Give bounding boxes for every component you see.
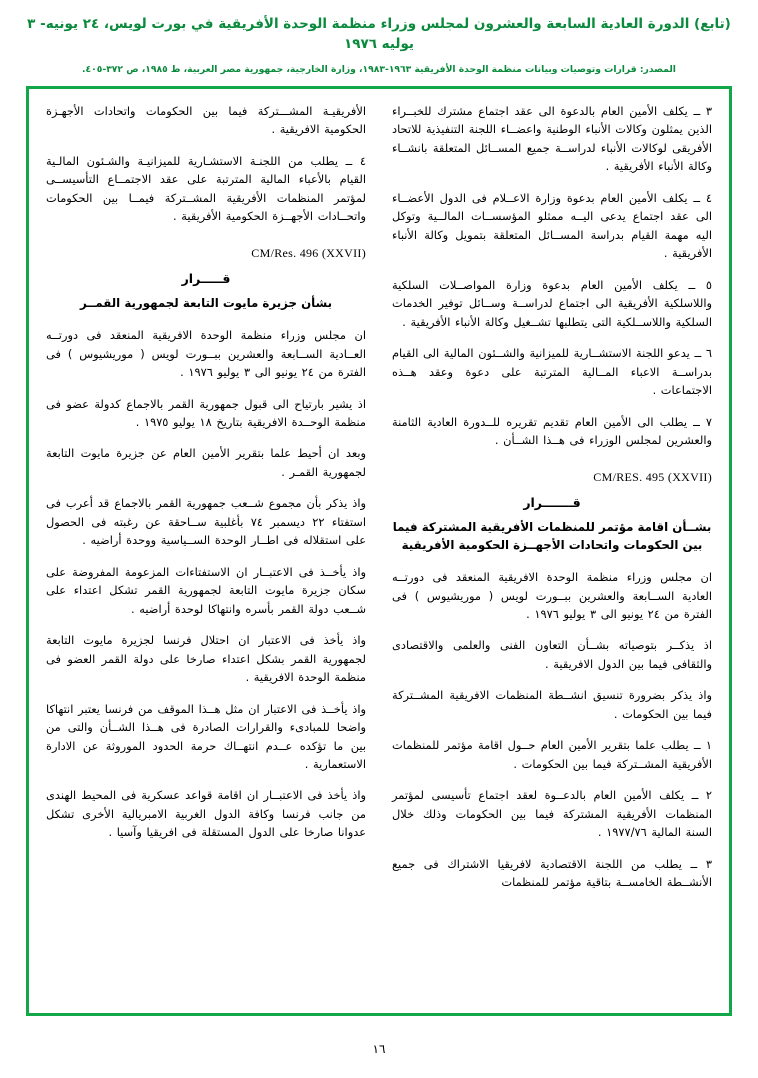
paragraph: الأفريقيـة المشـــتركة فيما بين الحكومات واتحادات الأجهـزة الحكومية الافريقية . bbox=[46, 104, 366, 137]
paragraph: ان مجلس وزراء منظمة الوحدة الافريقية المنعقد فى دورتــه العــادية الســابعة والعشرين ببــورت لويس ( موريشيوس ) فى الفترة من ٢٤ يونيو الى ٣ يوليو ١٩٧٦ . bbox=[46, 328, 366, 380]
paragraph: واذ يأخــذ فى الاعتبار ان مثل هــذا الموقف من فرنسا يعتبر انتهاكا واضحا للمبادىء والقرارات الصادرة فى هــذا الشــأن والتى من بين ما تؤكده عــدم انتهــاك حرمة الحدود الموروثة عن الادارة الاستعمارية . bbox=[46, 701, 366, 771]
resolution-code: CM/Res. 496 (XXVII) bbox=[251, 245, 366, 260]
document-source-note: المصدر: قرارات وتوصيات وبيانات منظمة الوحدة الأفريقية ١٩٦٣-١٩٨٣، وزارة الخارجية، جمهورية مصر العربية، ط ١٩٨٥، ص ٣٧٢-٤٠٥. bbox=[82, 63, 676, 75]
paragraph: ان مجلس وزراء منظمة الوحدة الافريقية المنعقد فى دورتــه العادية الســابعة والعشرين ببــورت لويس ( موريشيوس ) فى الفترة من ٢٤ يونيو الى ٣ يوليو ١٩٧٦ . bbox=[392, 570, 712, 621]
resolution-code: CM/RES. 495 (XXVII) bbox=[593, 469, 712, 484]
paragraph: ٥ ــ يكلف الأمين العام بدعوة وزارة المواصــلات السلكية واللاسلكية الأفريقية الى اجتماع لدراســة وســائل توفير الخدمات السلكية واللاســلكية التى يتطلبها تشــغيل وكالة الأنباء الأفريقية . bbox=[392, 277, 712, 329]
paragraph: ٣ ــ يكلف الأمين العام بالدعوة الى عقد اجتماع مشترك للخبــراء الذين يمثلون وكالات الأنباء الوطنية واعضــاء اللجنة التنفيذية للاتحاد الأفريقى لوكالات الأنباء لدراســة جميع المســائل المتعلقة بانشــاء وكالة الأنباء الأفريقية . bbox=[392, 104, 712, 174]
column-left bbox=[46, 102, 366, 1002]
paragraph: اذ يشير بارتياح الى قبول جمهورية القمر بالاجماع كدولة عضو فى منظمة الوحــدة الافريقية بتاريخ ١٨ يوليو ١٩٧٥ . bbox=[46, 396, 366, 429]
column-right bbox=[392, 102, 712, 1002]
paragraph: ٤ ــ يطلب من اللجنـة الاستشـارية للميزانيـة والشـئون المالـية القيام بالأعباء المالية المترتبة على عقد الاجتمــاع التأسيســى لمؤتمر المنظمات الأفريقية المشــتركة فيمــا بين الحكومات واتحــادات الأجهــزة الحكومية الأفريقية . bbox=[46, 153, 366, 224]
paragraph: ٢ ــ يكلف الأمين العام بالدعــوة لعقد اجتماع تأسيسى لمؤتمر المنظمات الأفريقية المشتركة فيما بين الحكومات وذلك خلال السنة المالية ١٩٧٧/٧٦ . bbox=[392, 788, 712, 840]
paragraph: ٧ ــ يطلب الى الأمين العام تقديم تقريره للــدورة العادية الثامنة والعشرين لمجلس الوزراء فى هــذا الشــأن . bbox=[392, 414, 712, 448]
page-header bbox=[0, 0, 758, 76]
paragraph: واذ يذكر بضرورة تنسيق انشــطة المنظمات الافريقية المشــتركة فيما بين الحكومات . bbox=[392, 688, 712, 721]
paragraph: وبعد ان أحيط علما بتقرير الأمين العام عن جزيرة مايوت التابعة لجمهورية القمـر . bbox=[46, 446, 366, 479]
two-column-body bbox=[32, 92, 726, 1010]
resolution-title: بشأن جزيرة مايوت التابعة لجمهورية القمــر bbox=[79, 295, 333, 310]
paragraph: اذ يذكــر بتوصياته بشــأن التعاون الفنى والعلمى والاقتصادى والثقافى فيما بين الدول الافريقية . bbox=[392, 638, 712, 671]
paragraph: ١ ــ يطلب علما بتقرير الأمين العام حــول اقامة مؤتمر للمنظمات الأفريقية المشــتركة فيما بين الحكومات . bbox=[392, 738, 712, 771]
paragraph: واذ يذكر بأن مجموع شــعب جمهورية القمر بالاجماع قد أعرب فى استفتاء ٢٢ ديسمبر ٧٤ بأغلبية ســاحقة عن رغبته فى الحصول على استقلاله فى اطــار الوحدة الســياسية ووحدة أراضيه . bbox=[46, 496, 367, 548]
resolution-heading-label: قـــــــرار bbox=[523, 494, 581, 510]
paragraph: ٦ ــ يدعو اللجنة الاستشــارية للميزانية والشــئون المالية الى القيام بدراســة الاعباء المــالية المترتبة على دعوة وعقد هــذه الاجتماعات . bbox=[392, 346, 712, 398]
paragraph: واذ يأخذ فى الاعتبــار ان اقامة قواعد عسكرية فى المحيط الهندى من جانب فرنسا وكافة الدول الغربية الامبريالية الأخرى تشكل عدوانا صارخا على الدول المستقلة فى افريقيا وآسيا . bbox=[46, 788, 366, 840]
paragraph: واذ يأخــذ فى الاعتبــار ان الاستفتاءات المزعومة المفروضة على سكان جزيرة مايوت التابعة لجمهورية القمر تشكل اعتداء على شــعب دولة القمر بأسره وانتهاكا لوحدة أراضيه . bbox=[46, 564, 366, 616]
paragraph: واذ يأخذ فى الاعتبار ان احتلال فرنسا لجزيرة مايوت التابعة لجمهورية القمر بشكل اعتداء صارخا على دولة القمر العضو فى منظمة الوحدة الافريقية . bbox=[46, 633, 366, 685]
resolution-title: بشــأن اقامة مؤتمر للمنظمات الأفريقية المشتركة فيما بين الحكومات واتحادات الأجهــزة الحكومية الأفريقية bbox=[392, 519, 712, 552]
document-title: (تابع) الدورة العادية السابعة والعشرون لمجلس وزراء منظمة الوحدة الأفريقية في بورت لويس، ٢٤ يونيه- ٣ يوليه ١٩٧٦ bbox=[27, 16, 731, 53]
resolution-heading-label: قـــــرار bbox=[181, 270, 231, 286]
page-number: ١٦ bbox=[372, 1042, 386, 1056]
paragraph: ٣ ــ يطلب من اللجنة الاقتصادية لافريقيا الاشتراك فى جميع الأنشــطة الخامســة بتاقية مؤتمر للمنظمات bbox=[392, 856, 712, 890]
paragraph: ٤ ــ يكلف الأمين العام بدعوة وزارة الاعــلام فى الدول الأعضــاء الى عقد اجتماع يدعى اليــه ممثلو المؤسســات المالــية وتوكل اليه مهمة القيام بدراسة المســائل المتعلقة بتمويل وكالة الأنباء الأفريقية . bbox=[392, 190, 712, 261]
